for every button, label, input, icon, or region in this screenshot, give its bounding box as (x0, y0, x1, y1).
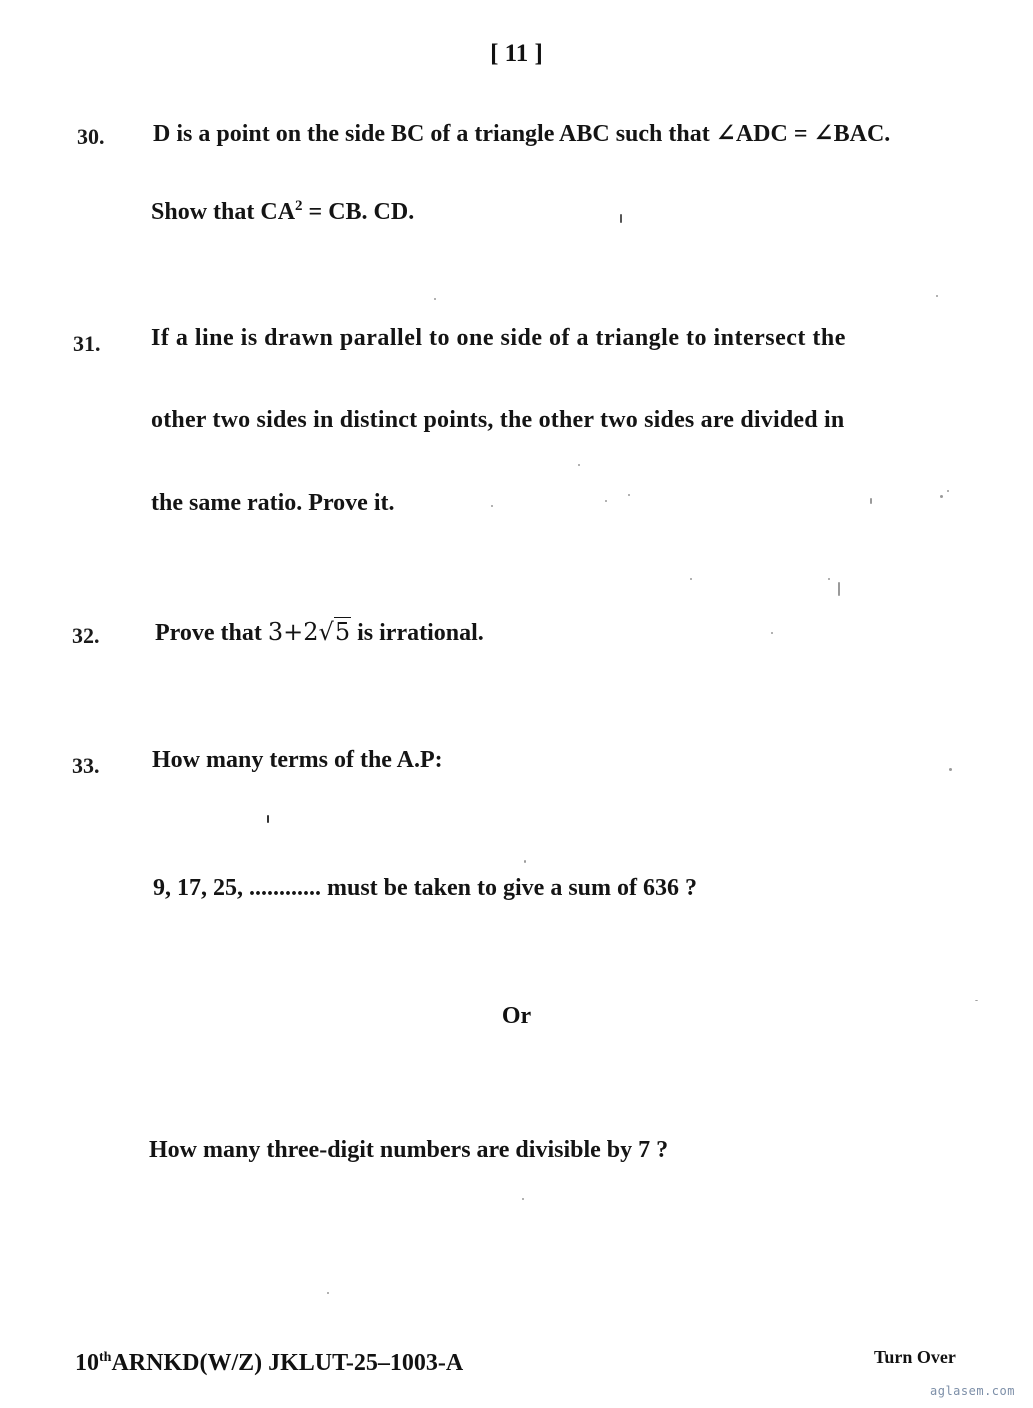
scan-speck (628, 494, 630, 496)
scan-speck (949, 768, 952, 771)
scan-speck (828, 578, 830, 580)
paper-code-superscript: th (99, 1350, 112, 1365)
radical-sign-icon: √ (318, 618, 334, 646)
scan-speck (771, 632, 773, 634)
scan-speck (327, 1292, 329, 1294)
scan-speck (524, 860, 526, 863)
scan-speck (947, 490, 949, 492)
scan-speck (491, 505, 493, 507)
square-root-expression (319, 618, 352, 646)
question-33-number: 33. (72, 753, 100, 778)
scan-speck (940, 495, 943, 498)
paper-code-suffix: ARNKD(W/Z) JKLUT-25–1003-A (111, 1350, 464, 1376)
scan-speck (690, 578, 692, 580)
question-31-line-2: other two sides in distinct points, the other two sides are divided in (151, 407, 845, 433)
question-31-number: 31. (73, 331, 101, 356)
question-31-line-3: the same ratio. Prove it. (151, 490, 395, 516)
question-33-alternative: How many three-digit numbers are divisible by 7 ? (149, 1137, 669, 1163)
scan-speck (434, 298, 436, 300)
paper-code-prefix: 10 (75, 1350, 99, 1376)
scan-speck (522, 1198, 524, 1200)
scan-speck (578, 464, 580, 466)
paper-code (75, 1350, 463, 1377)
question-32-number: 32. (72, 623, 100, 648)
question-30-superscript: 2 (295, 198, 303, 214)
scan-speck (620, 214, 622, 223)
question-30-number: 30. (77, 124, 105, 149)
scan-speck (267, 815, 269, 823)
watermark: aglasem.com (930, 1384, 1015, 1398)
math-expression-lead: 3+2 (267, 618, 319, 646)
scan-speck (605, 500, 607, 502)
turn-over-note: Turn Over (874, 1347, 956, 1367)
question-33-line-1: How many terms of the A.P: (152, 747, 443, 773)
question-30-prefix: Show that CA (151, 199, 296, 225)
page-number: [ 11 ] (490, 40, 543, 67)
scan-speck (936, 295, 938, 297)
question-30-suffix: = CB. CD. (302, 199, 415, 225)
question-32-text (155, 618, 484, 647)
question-32-suffix: is irrational. (351, 620, 484, 646)
question-31-line-1: If a line is drawn parallel to one side of a triangle to intersect the (151, 325, 846, 351)
radicand: 5 (334, 618, 351, 646)
question-32-prefix: Prove that (155, 620, 268, 646)
question-33-line-2: 9, 17, 25, ............ must be taken to give a sum of 636 ? (153, 875, 697, 901)
question-30-line-2 (151, 198, 414, 226)
scan-speck (975, 1000, 978, 1001)
scan-speck (870, 498, 872, 504)
scan-speck (838, 582, 840, 596)
or-separator: Or (501, 1003, 532, 1029)
question-30-line-1: D is a point on the side BC of a triangle ABC such that ∠ADC = ∠BAC. (153, 121, 891, 147)
